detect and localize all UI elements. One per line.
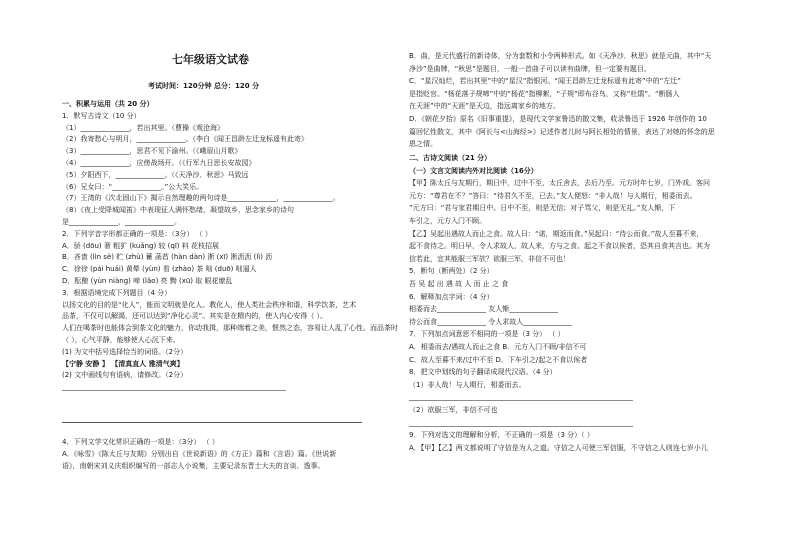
text-line: C．故人至暮不来/过中不至 D．下车引之/起之不食以俟者	[409, 355, 588, 364]
text-line: 信若此，宜其能服三军欤？欲服三军，非信不可也！	[409, 254, 570, 263]
text-line: A．【甲】【乙】两文都说明了守信是为人之道。守信之人可使三军信服，不守信之人则连七岁小儿	[409, 443, 708, 452]
text-line: ”元方曰：“君与家君期日中。日中不至，则是无信；对子骂父，则是无礼。”友人惭，下	[409, 204, 676, 213]
text-line: (2) 文中画线句有语病，请修改。（2分）	[62, 371, 188, 380]
text-line: 1．默写古诗文（10 分）	[62, 111, 141, 120]
text-line: ________________________________________________________________	[409, 393, 633, 402]
text-line: （一）文言文阅读内外对比阅读（16分）	[409, 166, 538, 175]
text-line: A．《咏雪》《陈太丘与友期》分别出自《世说新语》的《方正》篇和《言语》篇。《世说新	[62, 449, 337, 458]
text-line: ________________________________________________________________	[409, 418, 633, 427]
text-line: （2）欲服三军，非信不可也	[409, 406, 498, 414]
text-line: 2．下列字音字形都正确的一项是：（3分） （ ）	[62, 229, 212, 238]
text-line: 9．下列对选文的理解和分析，不正确的一项是（3 分）（ ）	[409, 431, 594, 440]
text-line: ________________________________________________________________	[62, 383, 286, 392]
text-line: 篇回忆性散文，其中《阿长与<山海经>》记述作者儿时与阿长相处的情景，表达了对她的怀念的思	[409, 127, 715, 136]
text-line: 语》，南朝宋刘义庆组织编写的一部志人小说集，主要记录东晋士大夫的言谈、逸事。	[62, 461, 325, 470]
text-line: （1）非人哉！与人期行，相委而去。	[409, 380, 526, 389]
text-line: 3．根据语境完成下列题目（4 分）	[62, 288, 172, 297]
text-line: 吾 吴 起 出 遇 故 人 而 止 之 食	[409, 280, 509, 288]
text-line: （5）夕阳西下，______________。（《天净沙．秋思》马致远	[62, 170, 249, 179]
text-line: 元方：“尊君在不？”答曰：“待君久不至，已去。”友人便怒：“非人哉！与人期行，相委而去。	[409, 191, 697, 200]
text-line: (1) 为文中括号选择恰当的词语。（2分）	[62, 347, 188, 356]
text-line: （8）《夜上受降城闻笛》中表现征人满怀愁绪，凝望故乡，思念家乡的诗句	[62, 206, 294, 215]
text-line: 起不食待之。明日早，令人求故人，故人来，方与之食。起之不食以俟者，恐其自食其言也。其为	[409, 242, 710, 251]
exam-info: 考试时间：120分钟 总分：120 分	[148, 82, 260, 90]
text-line: 车引之，元方入门不顾。	[409, 217, 486, 225]
text-line: （7）王湾的《次北固山下》揭示自然理趣的两句诗是______________，______________。	[62, 194, 340, 203]
text-line: （6）兄女曰：“______________。”公大笑乐。	[62, 182, 204, 191]
text-line: 是指贬官。“杨花落子规啼”中的“杨花”指柳絮，“子规”即布谷鸟，又称“杜鹃”。“断肠人	[409, 89, 680, 98]
text-line: D．酝酿 (yùn niàng) 啼 (lǎo) 亮 黝 (xū) 取 眼花缭乱	[62, 277, 233, 285]
text-line: 【甲】陈太丘与友期行，期日中，过中不至，太丘舍去，去后乃至。元方时年七岁，门外戏。客问	[409, 179, 710, 188]
text-line: （ ），心气平静，能够使人心沉下来。	[62, 336, 180, 344]
text-line: 恩之情。	[409, 140, 437, 149]
text-line: 【宁静 安静 】 【清真直人 雅清气爽】	[62, 359, 184, 368]
text-line: 相委而去______________ 友人惭______________	[409, 305, 559, 314]
exam-title: 七年级语文试卷	[172, 53, 249, 66]
text-line: 7．下列加点词意思不相同的一项是（3 分） （ ）	[409, 330, 565, 339]
text-line: 一、积累与运用（共 20 分）	[62, 100, 154, 108]
text-line: 8．把文中划线的句子翻译成现代汉语。（4 分）	[409, 368, 557, 377]
text-line: B．吝啬 (lìn sè) 贮 (zhù) 蓄 菡萏 (hàn dàn) 淅 (xī) 淅沥沥 (lì) 沥	[62, 253, 273, 262]
text-line: （2）我寄愁心与明月，______________。（李白《闻王昌龄左迁龙标遥有此寄》	[62, 135, 308, 144]
text-line: A．骄 (dōu) 奢 粗犷 (kuǎng) 较 (qī) 料 花枝招展	[62, 241, 219, 250]
text-line: A．相委而去/遇故人而止之食 B．元方入门不顾/非信不可	[409, 343, 587, 351]
text-line: （4）______________，应傍战场开。（《行军九日思长安故园》	[62, 159, 256, 167]
text-line: D．《朝花夕拾》原名《旧事重提》，是现代文学家鲁迅的散文集，收录鲁迅于 1926 年创作的 10	[409, 115, 707, 123]
text-line: 待公而食______________ 令人求故人______________	[409, 317, 573, 326]
text-line: 6．解释加点字词：（4 分）	[409, 292, 494, 301]
text-line: C．“星汉灿烂，若出其里”中的“星汉”指银河。“闻王昌龄左迁龙标遥有此寄”中的“左迁”	[409, 77, 681, 86]
text-line: B．曲，是元代盛行的新诗体，分为套数和小令两种形式。如《天净沙．秋思》就是元曲，其中“天	[409, 52, 712, 60]
text-line: C．徐徐 (pái huái) 黄晕 (yùn) 看 (zhào) 茶 咄 (duō) 咄逼人	[62, 265, 257, 274]
text-line: 4．下列文学文化常识正确的一项是：（3分） （ ）	[62, 438, 219, 446]
text-line: 人们在喝茶时也能体会到茶文化的魅力，你动我揖，那种端着之美，惬然之态，容易让人乱了心性。而品茶时	[62, 324, 398, 333]
text-line: （1）______________，若出其里。（曹操《观沧海》	[62, 123, 224, 132]
text-line: 【乙】吴起出遇故人而止之食。故人曰：“诺，期返而食。”吴起曰：“待公而食。”故人至暮不来，	[409, 229, 704, 238]
text-line: 在天涯”中的“天涯”是天边，指远离家乡的地方。	[409, 102, 560, 111]
text-line: 5．断句（断两处）（2 分）	[409, 267, 494, 276]
text-line: 以扬文化的目的是“化人”，能而文明就是化人。教化人，使人类社会秩序和谐，科学饮茶，艺术	[62, 300, 357, 309]
text-line: 品茶，不仅可以解渴，还可以达到“净化心灵”。其实是在精内的，使人内心安得（ ）。	[62, 312, 327, 321]
text-line: 净沙”是曲牌，“秋思”是题目，一般一首曲子可以读有曲牌，但一定要有题目。	[409, 64, 651, 73]
text-line: 二、古诗文阅读（21 分）	[409, 154, 492, 162]
text-line: 是______________，______________。	[62, 218, 181, 226]
answer-line	[62, 422, 362, 423]
text-line: （3）______________，思君不见下渝州。（《峨眉山月歌》	[62, 147, 242, 156]
